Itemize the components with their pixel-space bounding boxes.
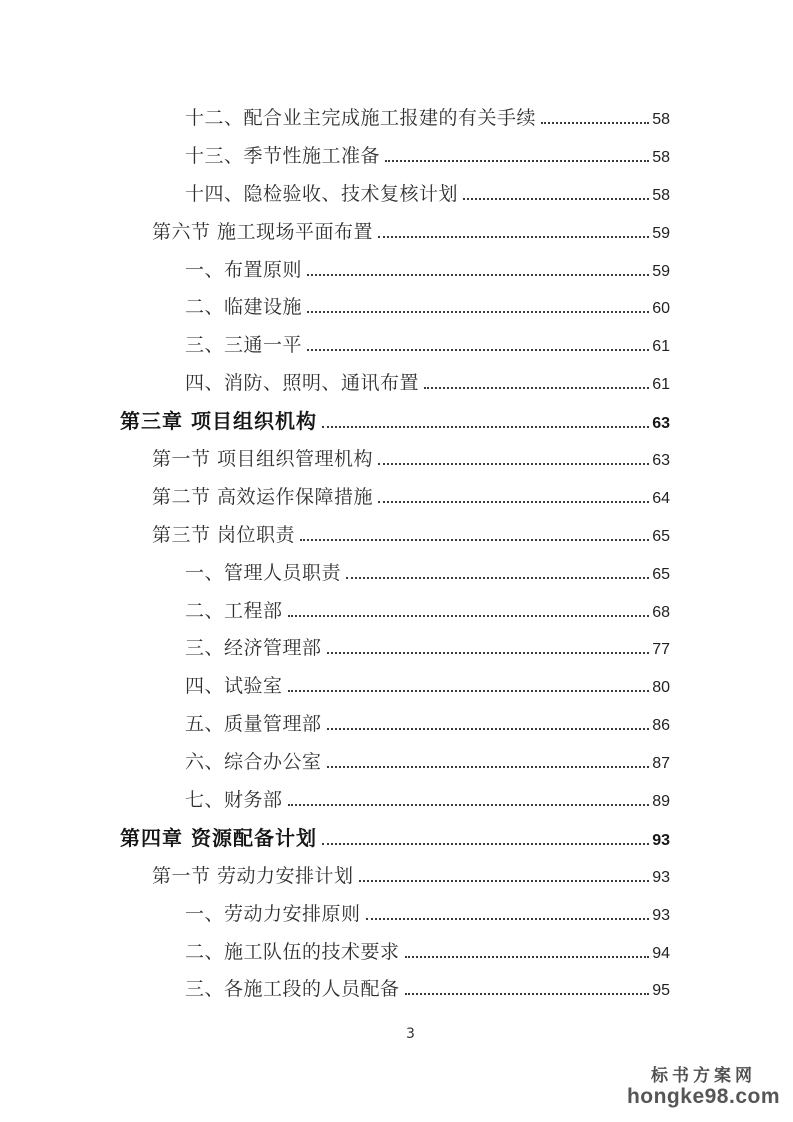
toc-entry [0,820,670,858]
watermark-site-url: hongke98.com [626,1084,780,1108]
toc-entry [0,782,670,820]
toc-entry-title: 十三、季节性施工准备 [185,144,381,167]
toc-leader-dots [300,534,649,541]
toc-entry-title: 四、试验室 [185,675,283,698]
toc-entry [0,403,670,441]
toc-entry-title: 二、工程部 [185,599,283,622]
toc-entry [0,289,670,327]
toc-leader-dots [378,458,649,465]
toc-entry [0,858,670,896]
toc-leader-dots [346,572,649,579]
toc-entry-title: 二、施工队伍的技术要求 [185,940,400,963]
toc-entry-page: 93 [652,868,670,886]
toc-entry-page: 65 [652,527,670,545]
toc-entry-page: 93 [652,906,670,924]
toc-leader-dots [327,723,650,730]
toc-leader-dots [288,799,650,806]
toc-entry [0,934,670,972]
toc-leader-dots [322,838,649,845]
toc-entry-page: 94 [652,944,670,962]
toc-entry-page: 58 [652,148,670,166]
watermark-site-name: 标书方案网 [650,1066,756,1087]
toc-entry [0,668,670,706]
toc-entry-page: 86 [652,717,670,735]
toc-leader-dots [424,382,649,389]
toc-entry-page: 61 [652,376,670,394]
toc-entry-title: 第一节 劳动力安排计划 [152,864,354,887]
toc-entry-page: 77 [652,641,670,659]
toc-entry-page: 58 [652,111,670,128]
toc-entry-page: 89 [652,793,670,811]
toc-entry [0,706,670,744]
toc-leader-dots [385,155,649,162]
toc-entry [0,327,670,365]
toc-entry [0,252,670,290]
toc-entry-title: 第三节 岗位职责 [152,523,296,546]
toc-leader-dots [288,610,650,617]
toc-entry-page: 60 [652,300,670,318]
footer-page-number: 3 [406,1026,415,1042]
toc-entry-title: 六、综合办公室 [185,751,322,774]
toc-leader-dots [327,761,650,768]
toc-entry-title: 一、布置原则 [185,258,303,281]
toc-entry-page: 64 [652,489,670,507]
toc-entry-title: 三、经济管理部 [185,637,322,660]
toc-entry-page: 80 [652,679,670,697]
toc-entry [0,555,670,593]
toc-entry [0,517,670,555]
toc-entry-title: 三、三通一平 [185,334,303,357]
toc-entry-page: 93 [652,831,670,849]
toc-entry [0,630,670,668]
toc-entry-title: 第一节 项目组织管理机构 [152,448,374,471]
toc-entry-page: 95 [652,982,670,1000]
toc-leader-dots [378,496,649,503]
toc-entry-title: 十四、隐检验收、技术复核计划 [185,182,459,205]
toc-leader-dots [307,269,649,276]
toc-leader-dots [288,685,650,692]
toc-entry-title: 七、财务部 [185,789,283,812]
toc-leader-dots [307,306,649,313]
toc-leader-dots [463,193,649,200]
toc-leader-dots [359,875,650,882]
toc-entry-title: 第三章 项目组织机构 [120,409,317,434]
toc-leader-dots [366,913,650,920]
toc-entry-page: 87 [652,755,670,773]
watermark [627,1068,780,1108]
toc-entry [0,744,670,782]
toc-entry-title: 第二节 高效运作保障措施 [152,485,374,508]
toc-entry-page: 59 [652,262,670,280]
toc-entry [0,593,670,631]
toc-entry-page: 63 [652,452,670,470]
toc-entry [0,971,670,1009]
toc-entry-page: 58 [652,186,670,204]
toc-entry-page: 65 [652,565,670,583]
toc-entry [0,214,670,252]
toc-entry [0,479,670,517]
toc-entry [0,138,670,176]
toc-entry [0,365,670,403]
toc-leader-dots [307,344,649,351]
toc-leader-dots [541,117,649,124]
toc-entry-title: 一、劳动力安排原则 [185,902,361,925]
toc-entry-title: 一、管理人员职责 [185,561,342,584]
toc-list [0,100,670,1009]
toc-entry-page: 63 [652,415,670,433]
toc-entry [0,441,670,479]
toc-leader-dots [405,951,650,958]
toc-entry-title: 第六节 施工现场平面布置 [152,220,374,243]
toc-entry-title: 三、各施工段的人员配备 [185,978,400,1001]
toc-leader-dots [378,231,649,238]
toc-entry [0,176,670,214]
toc-entry-title: 五、质量管理部 [185,713,322,736]
toc-entry-page: 59 [652,224,670,242]
toc-entry-title: 四、消防、照明、通讯布置 [185,372,420,395]
toc-leader-dots [405,988,650,995]
toc-leader-dots [327,647,650,654]
toc-entry-page: 68 [652,603,670,621]
toc-entry-title: 第四章 资源配备计划 [120,825,317,850]
toc-entry-title: 二、临建设施 [185,296,303,319]
toc-entry-page: 61 [652,338,670,356]
toc-entry-title: 十二、配合业主完成施工报建的有关手续 [185,107,537,129]
toc-leader-dots [322,421,649,428]
toc-entry [0,100,670,138]
toc-entry [0,896,670,934]
